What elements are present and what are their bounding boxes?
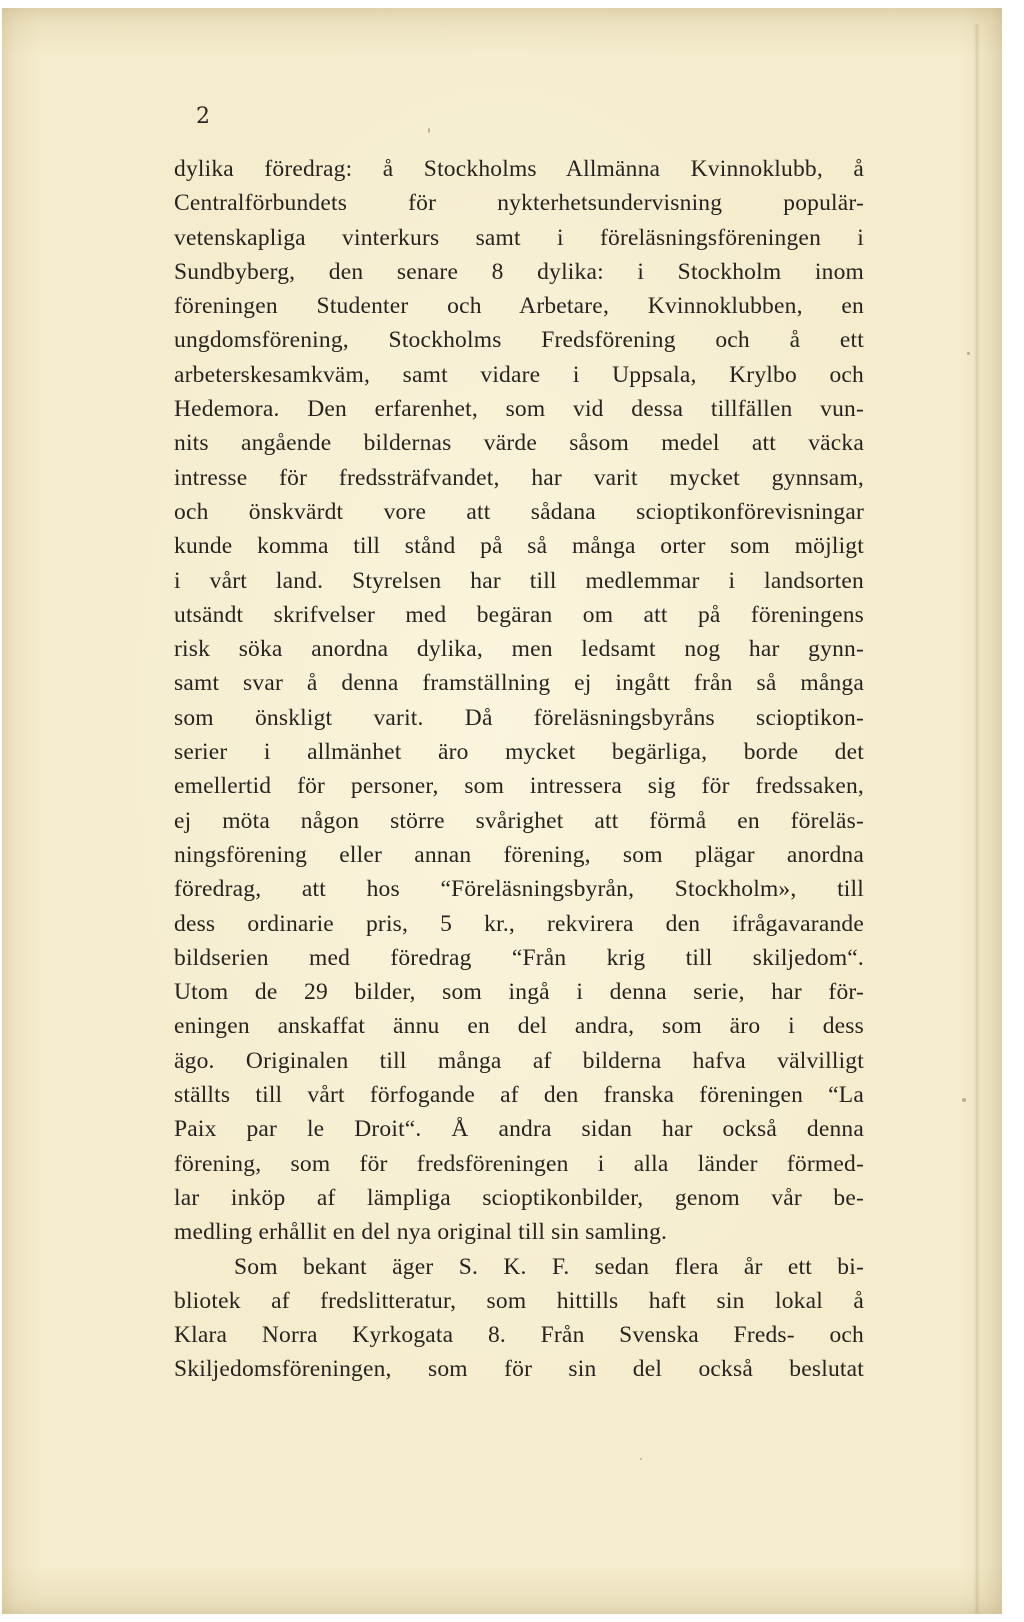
text-line: dess ordinarie pris, 5 kr., rekvirera den ifrågavarande: [174, 910, 864, 937]
text-line: i vårt land. Styrelsen har till medlemmar i landsorten: [174, 567, 864, 594]
text-line: föreningen Studenter och Arbetare, Kvinnoklubben, en: [174, 293, 864, 320]
text-line: Utom de 29 bilder, som ingå i denna serie, har för-: [174, 979, 864, 1006]
text-line: samt svar å denna framställning ej ingått från så många: [174, 670, 864, 697]
text-line: ställts till vårt förfogande af den franska föreningen “La: [174, 1082, 864, 1109]
text-line-paragraph-end: medling erhållit en del nya original till sin samling.: [174, 1219, 668, 1246]
text-line: Sundbyberg, den senare 8 dylika: i Stockholm inom: [174, 258, 864, 285]
text-line: serier i allmänhet äro mycket begärliga, borde det: [174, 739, 864, 766]
text-line: Paix par le Droit“. Å andra sidan har också denna: [174, 1116, 864, 1143]
text-line: ej möta någon större svårighet att förmå en föreläs-: [174, 807, 864, 834]
text-line: dylika föredrag: å Stockholms Allmänna Kvinnoklubb, å: [174, 156, 864, 182]
body-text: [174, 152, 864, 1387]
text-line: föredrag, att hos “Föreläsningsbyrån, Stockholm», till: [174, 876, 864, 903]
text-line: Centralförbundets för nykterhetsundervisning populär-: [174, 190, 864, 217]
text-line: risk söka anordna dylika, men ledsamt nog har gynn-: [174, 636, 864, 663]
text-line: kunde komma till stånd på så många orter som möjligt: [174, 533, 864, 560]
text-line: bildserien med föredrag “Från krig till skiljedom“.: [174, 944, 864, 971]
paper-speck: [428, 128, 430, 133]
text-line: Skiljedomsföreningen, som för sin del också beslutat: [174, 1356, 864, 1383]
text-line: förening, som för fredsföreningen i alla länder förmed-: [174, 1150, 864, 1177]
text-line: bliotek af fredslitteratur, som hittills haft sin lokal å: [174, 1287, 864, 1314]
page-edge-shadow: [974, 24, 980, 1614]
text-line: vetenskapliga vinterkurs samt i föreläsningsföreningen i: [174, 224, 864, 251]
text-line: ungdomsförening, Stockholms Fredsförening och å ett: [174, 327, 864, 354]
text-line: arbeterskesamkväm, samt vidare i Uppsala, Krylbo och: [174, 361, 864, 388]
page-number: 2: [196, 104, 210, 129]
text-line: Hedemora. Den erfarenhet, som vid dessa tillfällen vun-: [174, 396, 864, 423]
text-line: emellertid för personer, som intressera sig för fredssaken,: [174, 773, 864, 800]
text-line: som önskligt varit. Då föreläsningsbyråns scioptikon-: [174, 704, 864, 731]
paper-speck: [967, 352, 970, 355]
text-line: lar inköp af lämpliga scioptikonbilder, genom vår be-: [174, 1184, 864, 1211]
text-line: utsändt skrifvelser med begäran om att på föreningens: [174, 601, 864, 628]
text-line: ägo. Originalen till många af bilderna hafva välvilligt: [174, 1047, 864, 1074]
text-line: nits angående bildernas värde såsom medel att väcka: [174, 430, 864, 457]
text-line: ningsförening eller annan förening, som plägar anordna: [174, 841, 864, 868]
paper-speck: [640, 1458, 642, 1460]
paper-speck: [962, 1098, 966, 1102]
text-line: Klara Norra Kyrkogata 8. Från Svenska Freds- och: [174, 1322, 864, 1349]
text-line: och önskvärdt vore att sådana scioptikonförevisningar: [174, 498, 864, 525]
text-line-paragraph-start: Som bekant äger S. K. F. sedan flera år ett bi-: [234, 1253, 864, 1280]
text-line: eningen anskaffat ännu en del andra, som äro i dess: [174, 1013, 864, 1040]
text-line: intresse för fredssträfvandet, har varit mycket gynnsam,: [174, 464, 864, 491]
